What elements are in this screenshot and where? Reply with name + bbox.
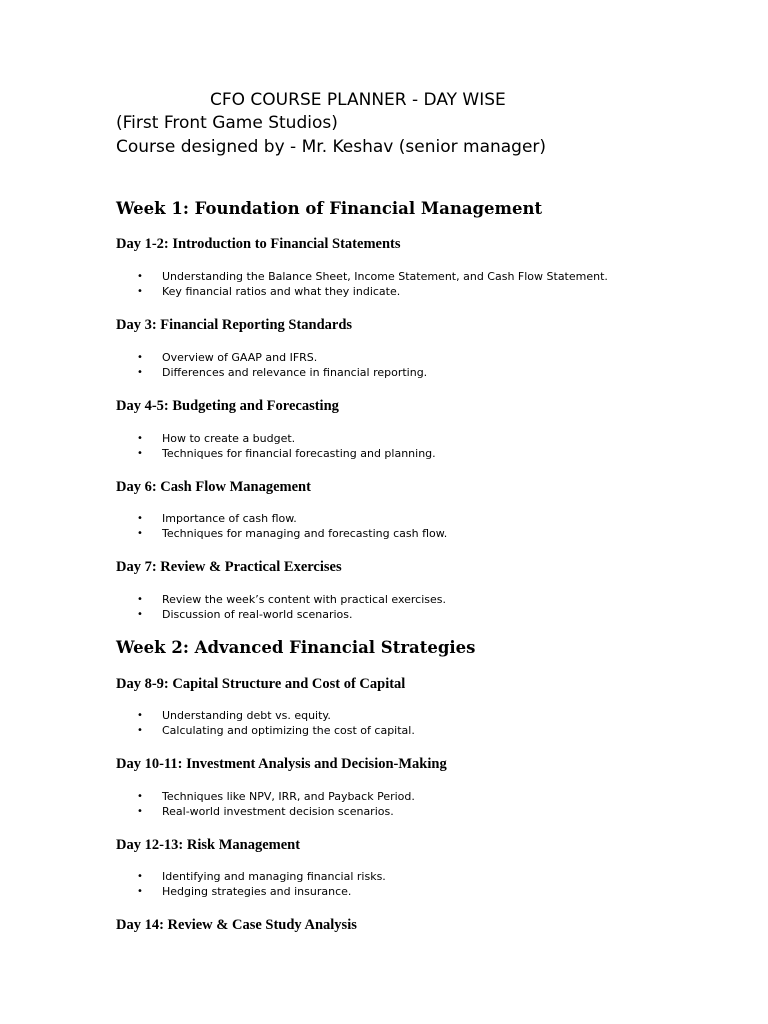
studio-name: (First Front Game Studios): [116, 113, 338, 133]
day-heading: Day 8-9: Capital Structure and Cost of Capital: [116, 676, 406, 692]
week-heading: Week 1: Foundation of Financial Management: [116, 199, 543, 218]
bullet-icon: •: [137, 871, 143, 882]
bullet-icon: •: [137, 433, 143, 444]
bullet-text: Calculating and optimizing the cost of capital.: [162, 724, 415, 737]
bullet-icon: •: [137, 513, 143, 524]
day-heading: Day 3: Financial Reporting Standards: [116, 317, 353, 333]
bullet-text: Overview of GAAP and IFRS.: [162, 351, 318, 364]
bullet-text: Techniques for financial forecasting and planning.: [162, 447, 436, 460]
bullet-icon: •: [137, 271, 143, 282]
day-heading: Day 12-13: Risk Management: [116, 837, 301, 853]
day-heading: Day 14: Review & Case Study Analysis: [116, 917, 357, 933]
bullet-text: Importance of cash flow.: [162, 512, 297, 525]
bullet-icon: •: [137, 352, 143, 363]
bullet-icon: •: [137, 528, 143, 539]
bullet-text: Identifying and managing financial risks.: [162, 870, 386, 883]
bullet-text: Differences and relevance in financial reporting.: [162, 366, 428, 379]
bullet-icon: •: [137, 367, 143, 378]
bullet-icon: •: [137, 448, 143, 459]
bullet-text: How to create a budget.: [162, 432, 296, 445]
bullet-icon: •: [137, 710, 143, 721]
bullet-icon: •: [137, 725, 143, 736]
course-designer: Course designed by - Mr. Keshav (senior manager): [116, 137, 547, 157]
bullet-text: Key financial ratios and what they indicate.: [162, 285, 401, 298]
day-heading: Day 7: Review & Practical Exercises: [116, 559, 342, 575]
week-heading: Week 2: Advanced Financial Strategies: [116, 638, 476, 657]
bullet-icon: •: [137, 609, 143, 620]
day-heading: Day 4-5: Budgeting and Forecasting: [116, 398, 339, 414]
bullet-text: Techniques like NPV, IRR, and Payback Period.: [162, 790, 415, 803]
bullet-text: Review the week’s content with practical exercises.: [162, 593, 446, 606]
day-heading: Day 1-2: Introduction to Financial Statements: [116, 236, 401, 252]
bullet-text: Hedging strategies and insurance.: [162, 885, 352, 898]
bullet-icon: •: [137, 886, 143, 897]
document-title: CFO COURSE PLANNER - DAY WISE: [210, 90, 506, 110]
day-heading: Day 6: Cash Flow Management: [116, 479, 311, 495]
bullet-text: Real-world investment decision scenarios.: [162, 805, 394, 818]
bullet-text: Understanding the Balance Sheet, Income Statement, and Cash Flow Statement.: [162, 270, 608, 283]
bullet-text: Discussion of real-world scenarios.: [162, 608, 353, 621]
bullet-text: Techniques for managing and forecasting cash flow.: [162, 527, 448, 540]
day-heading: Day 10-11: Investment Analysis and Decision-Making: [116, 756, 447, 772]
bullet-icon: •: [137, 806, 143, 817]
bullet-icon: •: [137, 791, 143, 802]
bullet-icon: •: [137, 594, 143, 605]
bullet-text: Understanding debt vs. equity.: [162, 709, 331, 722]
bullet-icon: •: [137, 286, 143, 297]
